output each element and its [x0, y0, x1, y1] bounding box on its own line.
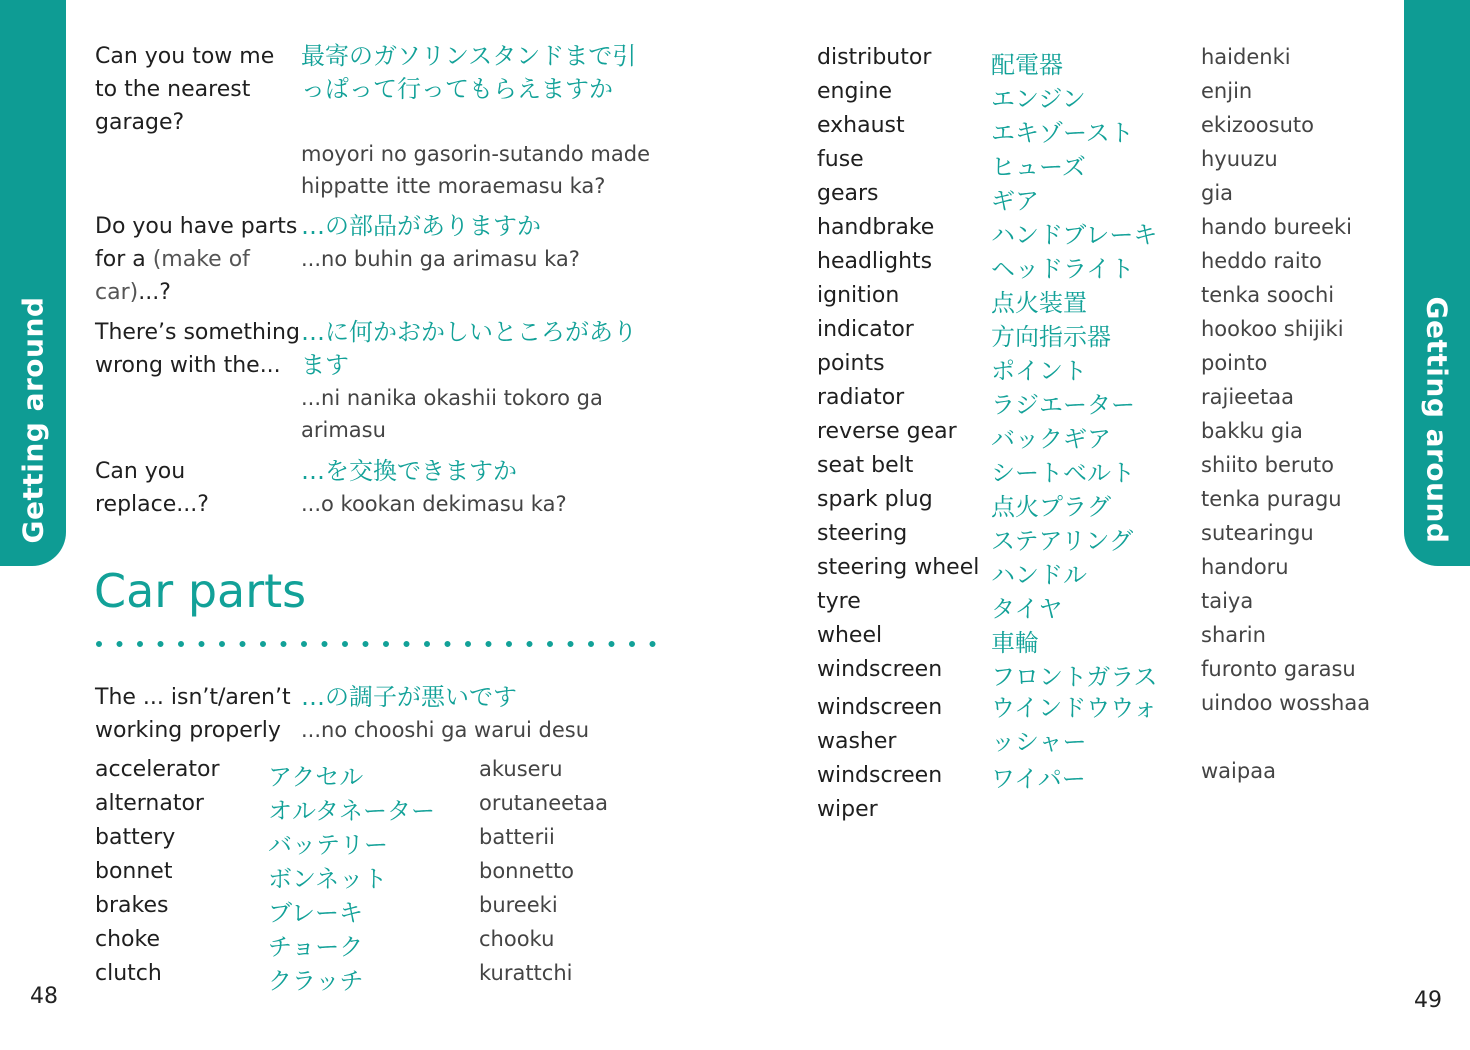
vocab-romaji: sutearingu — [1201, 521, 1314, 545]
vocab-romaji: hyuuzu — [1201, 147, 1278, 171]
vocab-japanese: 方向指示器 — [991, 323, 1111, 351]
side-tab-label: Getting around — [1420, 296, 1454, 544]
vocab-romaji: haidenki — [1201, 45, 1291, 69]
vocab-japanese: タイヤ — [991, 595, 1063, 623]
dotted-divider — [96, 640, 656, 648]
vocab-row — [95, 825, 695, 859]
vocab-english: ignition — [817, 283, 900, 308]
vocab-romaji: batterii — [479, 825, 555, 849]
section-title: Car parts — [94, 564, 307, 618]
page-number-right: 49 — [1414, 988, 1442, 1013]
vocab-english: engine — [817, 79, 893, 104]
vocab-romaji: gia — [1201, 181, 1234, 205]
vocab-romaji: tenka puragu — [1201, 487, 1342, 511]
phrase-japanese: …の調子が悪いです — [301, 683, 517, 711]
vocab-english: battery — [95, 825, 176, 850]
vocab-romaji: orutaneetaa — [479, 791, 609, 815]
vocab-row — [817, 45, 1417, 79]
vocab-japanese: バッテリー — [268, 831, 388, 859]
vocab-romaji: furonto garasu — [1201, 657, 1356, 681]
vocab-japanese: 点火プラグ — [991, 493, 1111, 521]
vocab-row — [817, 657, 1417, 691]
phrase-english-end: ...? — [138, 280, 171, 305]
vocab-romaji: waipaa — [1201, 759, 1276, 783]
vocab-english: fuse — [817, 147, 864, 172]
vocab-japanese: エキゾースト — [991, 119, 1134, 147]
page-number-left: 48 — [30, 984, 58, 1009]
vocab-japanese: ヘッドライト — [991, 255, 1135, 283]
vocab-english: brakes — [95, 893, 169, 918]
vocab-english: points — [817, 351, 885, 376]
vocab-english: wheel — [817, 623, 883, 648]
vocab-romaji: heddo raito — [1201, 249, 1322, 273]
vocab-row — [817, 79, 1417, 113]
vocab-japanese: ハンドル — [991, 561, 1087, 589]
vocab-row — [817, 691, 1417, 759]
vocab-japanese: ウインドウウォッシャー — [991, 694, 1158, 756]
vocab-japanese: 車輪 — [991, 629, 1039, 657]
vocab-romaji: enjin — [1201, 79, 1253, 103]
vocab-row — [95, 927, 695, 961]
vocab-row — [817, 453, 1417, 487]
vocab-romaji: uindoo wosshaa — [1201, 691, 1371, 715]
vocab-english: radiator — [817, 385, 905, 410]
phrase-romaji: ...o kookan dekimasu ka? — [301, 492, 567, 516]
vocab-english: windscreen wiper — [817, 763, 943, 822]
vocab-japanese: ヒューズ — [991, 153, 1086, 181]
vocab-romaji: sharin — [1201, 623, 1266, 647]
vocab-row — [817, 113, 1417, 147]
vocab-romaji: kurattchi — [479, 961, 573, 985]
vocab-japanese: ボンネット — [268, 865, 388, 893]
vocab-english: steering — [817, 521, 908, 546]
vocab-english: gears — [817, 181, 879, 206]
phrase-romaji: ...ni nanika okashii tokoro ga arimasu — [301, 386, 603, 442]
vocab-row — [95, 961, 695, 995]
vocab-row — [817, 385, 1417, 419]
vocab-japanese: バックギア — [991, 425, 1111, 453]
vocab-english: distributor — [817, 45, 932, 70]
phrase-japanese: …に何かおかしいところがあります — [301, 318, 637, 379]
vocab-japanese: ポイント — [991, 357, 1087, 385]
vocab-english: bonnet — [95, 859, 173, 884]
vocab-romaji: pointo — [1201, 351, 1268, 375]
vocab-romaji: bureeki — [479, 893, 558, 917]
vocab-japanese: オルタネーター — [268, 797, 436, 825]
vocab-row — [817, 215, 1417, 249]
vocab-english: handbrake — [817, 215, 935, 240]
vocab-row — [817, 419, 1417, 453]
vocab-japanese: ワイパー — [991, 765, 1086, 793]
vocab-row — [817, 249, 1417, 283]
vocab-japanese: アクセル — [268, 763, 364, 791]
vocab-row — [817, 759, 1417, 827]
vocab-row — [95, 757, 695, 791]
vocab-romaji: ekizoosuto — [1201, 113, 1314, 137]
vocab-romaji: handoru — [1201, 555, 1289, 579]
vocab-english: seat belt — [817, 453, 914, 478]
vocab-romaji: bakku gia — [1201, 419, 1303, 443]
vocab-english: clutch — [95, 961, 162, 986]
vocab-row — [817, 589, 1417, 623]
phrase-japanese: 最寄のガソリンスタンドまで引っぱって行ってもらえますか — [301, 42, 637, 103]
vocab-romaji: tenka soochi — [1201, 283, 1335, 307]
vocab-japanese: フロントガラス — [991, 663, 1158, 691]
vocab-japanese: 点火装置 — [991, 289, 1087, 317]
vocab-row — [95, 791, 695, 825]
vocab-english: indicator — [817, 317, 914, 342]
side-tab-left — [0, 0, 66, 566]
vocab-row — [817, 521, 1417, 555]
vocab-row — [95, 859, 695, 893]
vocab-english: alternator — [95, 791, 204, 816]
vocab-japanese: シートベルト — [991, 459, 1135, 487]
vocab-row — [817, 555, 1417, 589]
vocab-row — [817, 317, 1417, 351]
vocab-japanese: ギア — [991, 187, 1039, 215]
vocab-romaji: hando bureeki — [1201, 215, 1352, 239]
vocab-romaji: bonnetto — [479, 859, 575, 883]
vocab-english: accelerator — [95, 757, 220, 782]
vocab-english: choke — [95, 927, 160, 952]
vocab-english: headlights — [817, 249, 933, 274]
vocab-row — [817, 623, 1417, 657]
vocab-row — [817, 283, 1417, 317]
phrase-english — [95, 210, 300, 309]
phrase-english: Can you replace...? — [95, 459, 209, 517]
vocab-romaji: akuseru — [479, 757, 563, 781]
vocab-english: tyre — [817, 589, 861, 614]
phrase-english: Can you tow me to the nearest garage? — [95, 44, 275, 135]
vocab-romaji: taiya — [1201, 589, 1254, 613]
phrase-japanese: …の部品がありますか — [301, 212, 541, 240]
vocab-japanese: ラジエーター — [991, 391, 1135, 419]
vocab-japanese: ステアリング — [991, 527, 1134, 555]
vocab-english: reverse gear — [817, 419, 957, 444]
phrase-english: The ... isn’t/aren’t working properly — [95, 685, 291, 743]
phrase-romaji: moyori no gasorin-sutando made hippatte itte moraemasu ka? — [301, 142, 650, 198]
vocab-english: steering wheel — [817, 555, 980, 580]
vocab-english: windscreen — [817, 657, 943, 682]
vocab-row — [817, 351, 1417, 385]
phrase-english: There’s something wrong with the... — [95, 320, 300, 378]
vocab-japanese: チョーク — [268, 933, 364, 961]
side-tab-label: Getting around — [16, 296, 50, 544]
vocab-english: exhaust — [817, 113, 905, 138]
phrase-english-placeholder: (make of car) — [95, 247, 250, 305]
vocab-row — [95, 893, 695, 927]
phrase-english-text: Do you have parts for a — [95, 214, 298, 272]
vocab-romaji: rajieetaa — [1201, 385, 1294, 409]
phrase-romaji: ...no buhin ga arimasu ka? — [301, 247, 580, 271]
vocab-japanese: ハンドブレーキ — [991, 221, 1158, 249]
vocab-english: windscreen washer — [817, 695, 943, 754]
vocab-row — [817, 487, 1417, 521]
vocab-romaji: shiito beruto — [1201, 453, 1334, 477]
vocab-japanese: 配電器 — [991, 51, 1063, 79]
vocab-japanese: エンジン — [991, 85, 1086, 113]
vocab-japanese: クラッチ — [268, 967, 364, 995]
vocab-row — [817, 181, 1417, 215]
vocab-english: spark plug — [817, 487, 933, 512]
vocab-romaji: chooku — [479, 927, 555, 951]
vocab-romaji: hookoo shijiki — [1201, 317, 1344, 341]
phrase-japanese: …を交換できますか — [301, 457, 517, 485]
vocab-japanese: ブレーキ — [268, 899, 364, 927]
vocab-row — [817, 147, 1417, 181]
phrase-romaji: ...no chooshi ga warui desu — [301, 718, 590, 742]
